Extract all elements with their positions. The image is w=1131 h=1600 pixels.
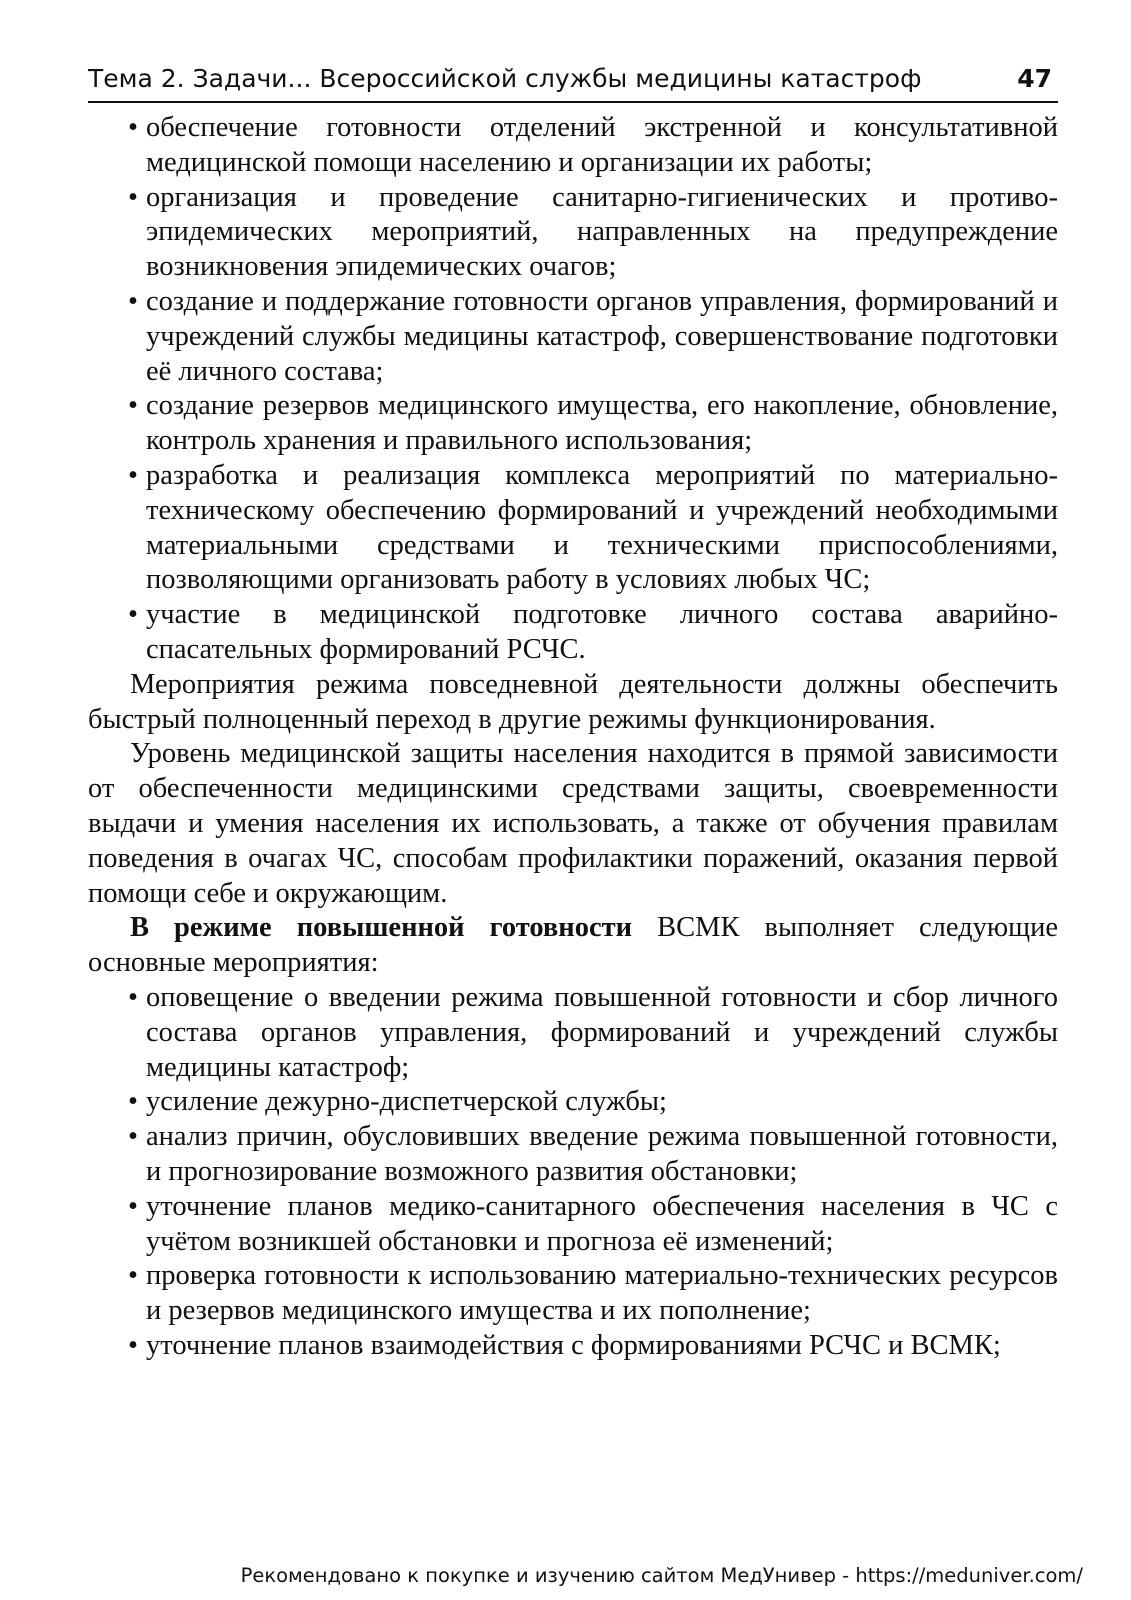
running-title: Тема 2. Задачи... Всероссийской службы медицины катастроф [88, 64, 922, 93]
list-item [128, 389, 1058, 459]
list-item [128, 1190, 1058, 1260]
list-item-text: организация и проведение санитарно-гигиенических и противоэпидемических мероприятий, направленных на предупреждение возникновения эпидемических очагов; [146, 181, 1058, 283]
list-item [128, 1329, 1058, 1364]
header-rule [88, 101, 1058, 103]
list-item [128, 1085, 1058, 1120]
list-item-text: участие в медицинской подготовке личного состава аварийно-спасательных формирований РСЧС. [146, 599, 1058, 665]
list-item-text: обеспечение готовности отделений экстренной и консультативной медицинской помощи населению и организации их работы; [146, 112, 1058, 178]
list-item [128, 981, 1058, 1085]
bullet-icon: • [128, 459, 138, 491]
list-item [128, 459, 1058, 598]
list-item [128, 111, 1058, 181]
list-item [128, 285, 1058, 389]
footer-watermark-text: Рекомендовано к покупке и изучению сайтом МедУнивер - https://meduniver.com/ [240, 1564, 1083, 1587]
bullet-icon: • [128, 981, 138, 1013]
list-item-text: уточнение планов взаимодействия с формированиями РСЧС и ВСМК; [146, 1329, 1001, 1361]
bullet-icon: • [128, 390, 138, 422]
bullet-icon: • [128, 112, 138, 143]
list-item-text: создание и поддержание готовности органов управления, формирований и учреждений службы медицины катастроф, совершенствование подготовки её личного состава; [146, 285, 1058, 387]
list-item [128, 1259, 1058, 1329]
bullet-icon: • [128, 1086, 138, 1118]
paragraph: Мероприятия режима повседневной деятельности должны обеспечить быстрый полноценный переход в другие режимы функционирования. [88, 668, 1058, 735]
list-item [128, 1120, 1058, 1190]
paragraph-high-readiness [88, 911, 1058, 981]
bold-lead-phrase: В режиме повышенной готовности [130, 912, 633, 944]
page-number: 47 [1017, 64, 1052, 93]
list-item [128, 598, 1058, 668]
list-item-text: усиление дежурно-диспетчерской службы; [146, 1086, 667, 1118]
list-item-text: разработка и реализация комплекса мероприятий по материально-техническому обеспечению формирований и учреждений необходимыми материальными средствами и техническими приспособлениями, позволяющими организовать работу в условиях любых ЧС; [146, 459, 1058, 596]
bullet-icon: • [128, 1329, 138, 1361]
list-item-text: анализ причин, обусловивших введение режима повышенной готовности, и прогнозирование возможного развития обстановки; [146, 1121, 1058, 1187]
list-item-text: создание резервов медицинского имущества, его накопление, обновление, контроль хранения и правильного использования; [146, 390, 1058, 457]
page-body [88, 111, 1058, 1364]
duties-list-daily [88, 111, 1058, 668]
bullet-icon: • [128, 181, 138, 213]
bullet-icon: • [128, 1260, 138, 1292]
list-item-text: оповещение о введении режима повышенной готовности и сбор личного состава органов управления, формирований и учреждений службы медицины катастроф; [146, 981, 1058, 1083]
bullet-icon: • [128, 1121, 138, 1153]
paragraph-text: ВСМК выполняет следующие основные мероприятия: [88, 912, 1058, 979]
list-item [128, 181, 1058, 285]
bullet-icon: • [128, 599, 138, 631]
running-header [88, 62, 1060, 96]
bullet-icon: • [128, 285, 138, 317]
paragraph: Уровень медицинской защиты населения находится в прямой зависимости от обеспеченности медицинскими средствами защиты, своевременности выдачи и умения населения их использовать, а также от обучения правилам поведения в очагах ЧС, способам профилактики поражений, оказания первой помощи себе и окружающим. [88, 738, 1058, 909]
bullet-icon: • [128, 1190, 138, 1222]
duties-list-high-readiness [88, 981, 1058, 1364]
list-item-text: проверка готовности к использованию материально-технических ресурсов и резервов медицинского имущества и их пополнение; [146, 1260, 1058, 1327]
list-item-text: уточнение планов медико-санитарного обеспечения населения в ЧС с учётом возникшей обстановки и прогноза её изменений; [146, 1190, 1058, 1257]
